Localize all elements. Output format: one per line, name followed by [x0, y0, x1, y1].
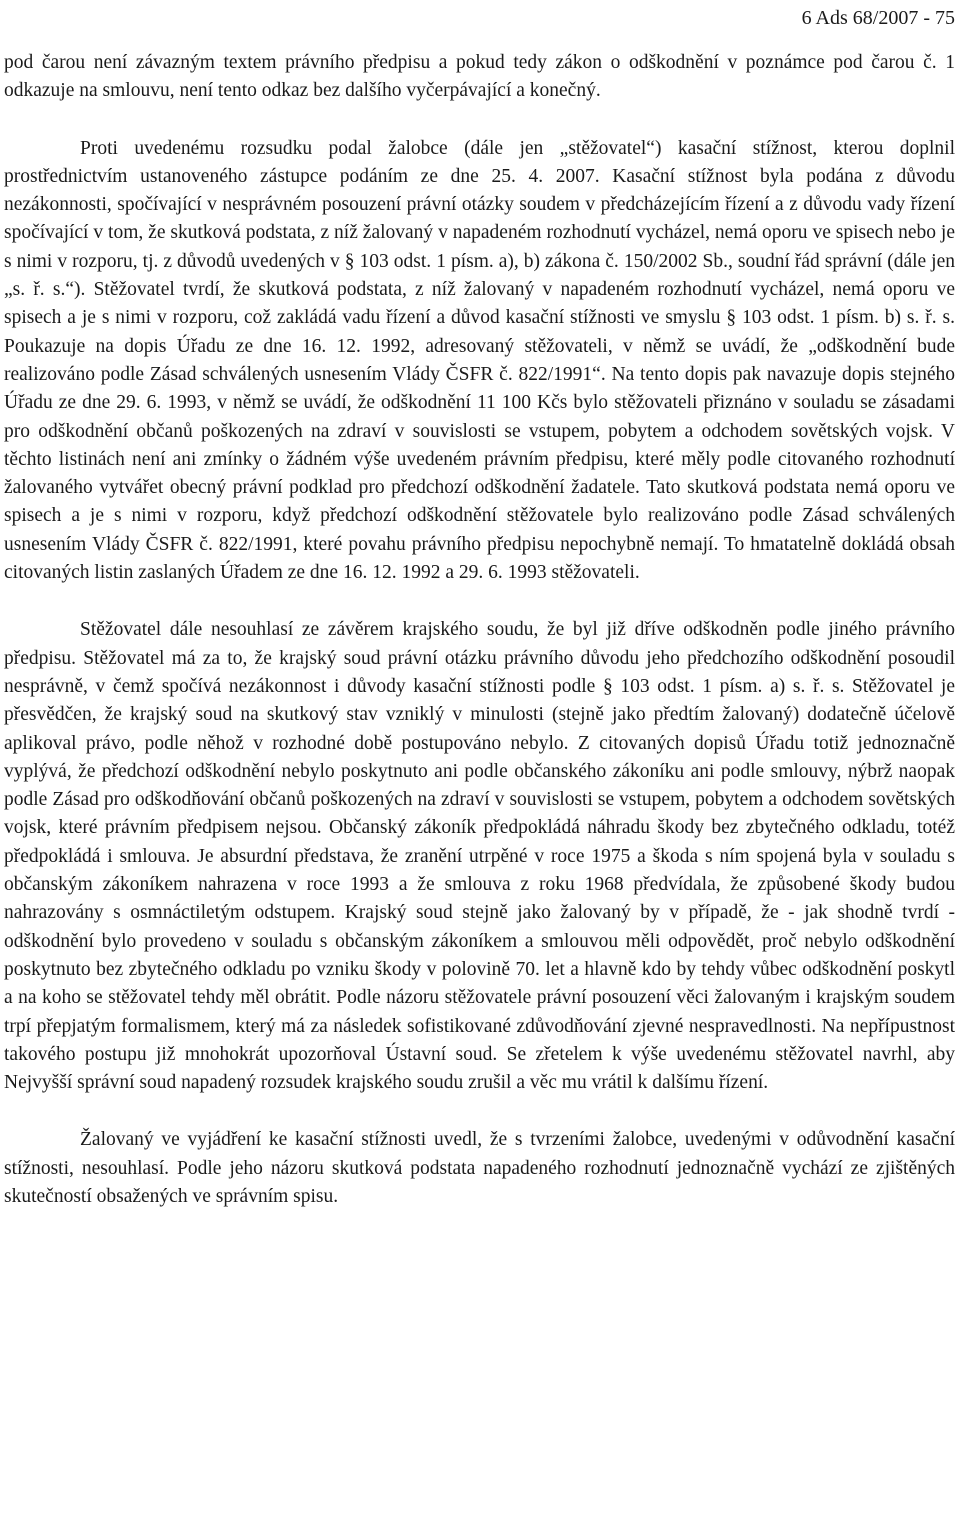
paragraph-2: Proti uvedenému rozsudku podal žalobce (dále jen „stěžovatel“) kasační stížnost, kterou doplnil prostřednictvím ustanoveného zástupce podáním ze dne 25. 4. 2007. Kasační stížnost byla podána z důvodu nezákonnosti, spočívající v nesprávném posouzení právní otázky soudem v předcházejícím řízení a z důvodu vady řízení spočívající v tom, že skutková podstata, z níž žalovaný v napadeném rozhodnutí vycházel, nemá oporu ve spisech nebo je s nimi v rozporu, tj. z důvodů uvedených v § 103 odst. 1 písm. a), b) zákona č. 150/2002 Sb., soudní řád správní (dále jen „s. ř. s.“). Stěžovatel tvrdí, že skutková podstata, z níž žalovaný v napadeném rozhodnutí vycházel, nemá oporu ve spisech a je s nimi v rozporu, což zakládá vadu řízení a důvod kasační stížnosti ve smyslu § 103 odst. 1 písm. b) s. ř. s. Poukazuje na dopis Úřadu ze dne 16. 12. 1992, adresovaný stěžovateli, v němž se uvádí, že „odškodnění bude realizováno podle Zásad schválených usnesením Vlády ČSFR č. 822/1991“. Na tento dopis pak navazuje dopis stejného Úřadu ze dne 29. 6. 1993, v němž se uvádí, že odškodnění 11 100 Kčs bylo stěžovateli přiznáno v souladu se zásadami pro odškodnění občanů poškozených na zdraví v souvislosti se vstupem, pobytem a odchodem sovětských vojsk. V těchto listinách není ani zmínky o žádném výše uvedeném právním předpisu, které měly podle citovaného rozhodnutí žalovaného vytvářet obecný právní podklad pro předchozí odškodnění žadatele. Tato skutková podstata nemá oporu ve spisech a je s nimi v rozporu, když předchozí odškodnění stěžovatele bylo realizováno podle Zásad schválených usnesením Vlády ČSFR č. 822/1991, které povahu právního předpisu nepochybně nemají. To hmatatelně dokládá obsah citovaných listin zaslaných Úřadem ze dne 16. 12. 1992 a 29. 6. 1993 stěžovateli.	[4, 137, 955, 584]
paragraph-3: Stěžovatel dále nesouhlasí ze závěrem krajského soudu, že byl již dříve odškodněn podle jiného právního předpisu. Stěžovatel má za to, že krajský soud právní otázku právního důvodu jeho předchozího odškodnění posoudil nesprávně, v čemž spočívá nezákonnost i důvody kasační stížnosti podle § 103 odst. 1 písm. a) s. ř. s. Stěžovatel je přesvědčen, že krajský soud na skutkový stav vzniklý v minulosti (stejně jako předtím žalovaný) dodatečně účelově aplikoval právo, podle něhož v rozhodné době postupováno nebylo. Z citovaných dopisů Úřadu totiž jednoznačně vyplývá, že předchozí odškodnění nebylo poskytnuto ani podle občanského zákoníku ani podle smlouvy, nýbrž naopak podle Zásad pro odškodňování občanů poškozených na zdraví v souvislosti se vstupem, pobytem a odchodem sovětských vojsk, které právním předpisem nejsou. Občanský zákoník předpokládá náhradu škody bez zbytečného odkladu, totéž předpokládá i smlouva. Je absurdní představa, že zranění utrpěné v roce 1975 a škoda s ním spojená byla v souladu s občanským zákoníkem nahrazena v roce 1993 a že smlouva z roku 1968 předvídala, že způsobené škody budou nahrazovány s osmnáctiletým odstupem. Krajský soud stejně jako žalovaný by v případě, že - jak shodně tvrdí - odškodnění bylo provedeno v souladu s občanským zákoníkem a smlouvou měli odpovědět, proč nebylo odškodnění poskytnuto bez zbytečného odkladu po vzniku škody v polovině 70. let a hlavně kdo by tehdy vůbec odškodnění poskytl a na koho se stěžovatel tehdy měl obrátit. Podle názoru stěžovatele právní posouzení věci žalovaným i krajským soudem trpí přepjatým formalismem, který má za následek sofistikované zdůvodňování zjevné nespravedlnosti. Na nepřípustnost takového postupu již mnohokrát upozorňoval Ústavní soud. Se zřetelem k výše uvedenému stěžovatel navrhl, aby Nejvyšší správní soud napadený rozsudek krajského soudu zrušil a věc mu vrátil k dalšímu řízení.	[4, 619, 955, 1094]
paragraph-4: Žalovaný ve vyjádření ke kasační stížnosti uvedl, že s tvrzeními žalobce, uvedenými v odůvodnění kasační stížnosti, nesouhlasí. Podle jeho názoru skutková podstata napadeného rozhodnutí jednoznačně vychází ze zjištěných skutečností obsažených ve správním spisu.	[4, 1129, 955, 1207]
page-reference: 6 Ads 68/2007 - 75	[801, 7, 955, 29]
paragraph-1: pod čarou není závazným textem právního předpisu a pokud tedy zákon o odškodnění v poznámce pod čarou č. 1 odkazuje na smlouvu, není tento odkaz bez dalšího vyčerpávající a konečný.	[4, 52, 955, 102]
document-page	[4, 0, 955, 1211]
